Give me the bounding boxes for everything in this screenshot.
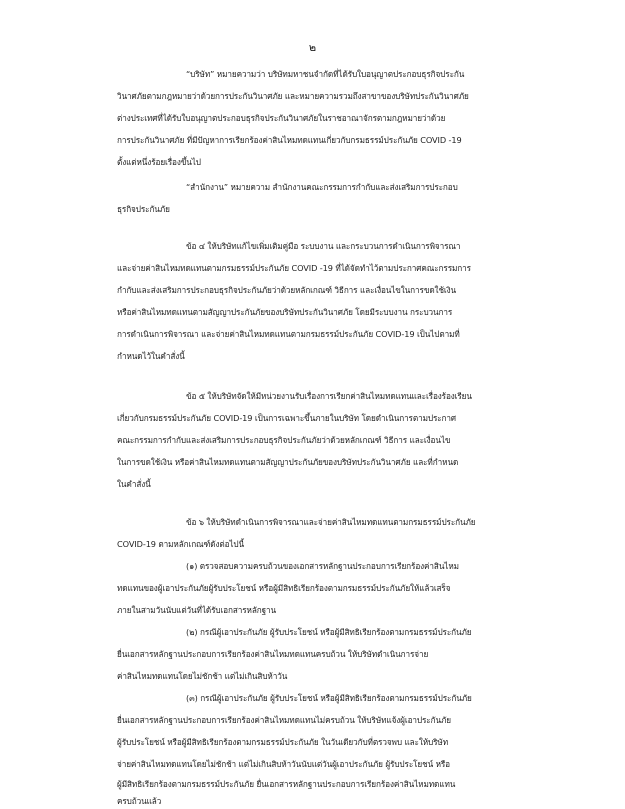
- clause-6-item-2-line: (๒) กรณีผู้เอาประกันภัย ผู้รับประโยชน์ หรือผู้มีสิทธิเรียกร้องตามกรมธรรม์ประกันภัย: [186, 627, 472, 637]
- clause-6-item-3-line: ผู้รับประโยชน์ หรือผู้มีสิทธิเรียกร้องตามกรมธรรม์ประกันภัย ในวันเดียวกับที่ตรวจพบ และให้บริษัท: [117, 737, 449, 747]
- definition-office-line: “สำนักงาน” หมายความ สำนักงานคณะกรรมการกำกับและส่งเสริมการประกอบ: [186, 182, 458, 192]
- clause-6-item-3-line: ผู้มีสิทธิเรียกร้องตามกรมธรรม์ประกันภัย ยื่นเอกสารหลักฐานประกอบการเรียกร้องค่าสินไหมทดแทน: [117, 779, 456, 789]
- definition-company-line: “บริษัท” หมายความว่า บริษัทมหาชนจำกัดที่ได้รับใบอนุญาตประกอบธุรกิจประกัน: [186, 69, 465, 79]
- clause-6-line: COVID-19 ตามหลักเกณฑ์ดังต่อไปนี้: [117, 539, 245, 549]
- clause-6-item-1-line: ทดแทนของผู้เอาประกันภัยผู้รับประโยชน์ หรือผู้มีสิทธิเรียกร้องตามกรมธรรม์ประกันภัยให้แล้วเสร็จ: [117, 583, 451, 593]
- clause-5-line: คณะกรรมการกำกับและส่งเสริมการประกอบธุรกิจประกันภัยว่าด้วยหลักเกณฑ์ วิธีการ และเงื่อนไข: [117, 435, 451, 445]
- clause-6-item-3-line: ครบถ้วนแล้ว: [117, 796, 162, 806]
- definition-company-line: วินาศภัยตามกฎหมายว่าด้วยการประกันวินาศภัย และหมายความรวมถึงสาขาของบริษัทประกันวินาศภัย: [117, 91, 469, 101]
- definition-company-line: ต่างประเทศที่ได้รับใบอนุญาตประกอบธุรกิจประกันวินาศภัยในราชอาณาจักรตามกฎหมายว่าด้วย: [117, 113, 446, 123]
- clause-4-line: หรือค่าสินไหมทดแทนตามสัญญาประกันภัยของบริษัทประกันวินาศภัย โดยมีระบบงาน กระบวนการ: [117, 307, 453, 317]
- clause-4-line: และจ่ายค่าสินไหมทดแทนตามกรมธรรม์ประกันภัย COVID -19 ที่ได้จัดทำไว้ตามประกาศคณะกรรมการ: [117, 263, 471, 273]
- clause-6-item-3-line: ยื่นเอกสารหลักฐานประกอบการเรียกร้องค่าสินไหมทดแทนไม่ครบถ้วน ให้บริษัทแจ้งผู้เอาประกันภัย: [117, 715, 451, 725]
- clause-5-line: ในการขดใช้เงิน หรือค่าสินไหมทดแทนตามสัญญาประกันภัยของบริษัทประกันวินาศภัย และที่กำหนด: [117, 457, 459, 467]
- clause-6-item-3-line: (๓) กรณีผู้เอาประกันภัย ผู้รับประโยชน์ หรือผู้มีสิทธิเรียกร้องตามกรมธรรม์ประกันภัย: [186, 693, 472, 703]
- definition-company-line: ตั้งแต่หนึ่งร้อยเรื่องขึ้นไป: [117, 157, 201, 167]
- clause-4-line: กำหนดไว้ในคำสั่งนี้: [117, 351, 185, 361]
- clause-6-item-2-line: ค่าสินไหมทดแทนโดยไม่ชักช้า แต่ไม่เกินสิบห้าวัน: [117, 671, 288, 681]
- clause-4-line: การดำเนินการพิจารณา และจ่ายค่าสินไหมทดแทนตามกรมธรรม์ประกันภัย COVID-19 เป็นไปตามที่: [117, 329, 460, 339]
- definition-company-line: การประกันวินาศภัย ที่มีปัญหาการเรียกร้องค่าสินไหมทดแทนเกี่ยวกับกรมธรรม์ประกันภัย COVID -19: [117, 135, 462, 145]
- clause-5-line: ข้อ ๕ ให้บริษัทจัดให้มีหน่วยงานรับเรื่องการเรียกค่าสินไหมทดแทนและเรื่องร้องเรียน: [186, 391, 472, 401]
- clause-4-line: ข้อ ๔ ให้บริษัทแก้ไขเพิ่มเติมคู่มือ ระบบงาน และกระบวนการดำเนินการพิจารณา: [186, 241, 461, 251]
- clause-6-item-2-line: ยื่นเอกสารหลักฐานประกอบการเรียกร้องค่าสินไหมทดแทนครบถ้วน ให้บริษัทดำเนินการจ่าย: [117, 649, 429, 659]
- clause-6-item-3-line: จ่ายค่าสินไหมทดแทนโดยไม่ชักช้า แต่ไม่เกินสิบห้าวันนับแต่วันผู้เอาประกันภัย ผู้รับประโยชน์ หรือ: [117, 759, 450, 769]
- page-number: ๒: [308, 41, 317, 54]
- clause-5-line: เกี่ยวกับกรมธรรม์ประกันภัย COVID-19 เป็นการเฉพาะขึ้นภายในบริษัท โดยดำเนินการตามประกาศ: [117, 413, 457, 423]
- definition-office-line: ธุรกิจประกันภัย: [117, 204, 170, 214]
- clause-6-line: ข้อ ๖ ให้บริษัทดำเนินการพิจารณาและจ่ายค่าสินไหมทดแทนตามกรมธรรม์ประกันภัย: [186, 517, 476, 527]
- clause-6-item-1-line: (๑) ตรวจสอบความครบถ้วนของเอกสารหลักฐานประกอบการเรียกร้องค่าสินไหม: [186, 561, 459, 571]
- clause-6-item-1-line: ภายในสามวันนับแต่วันที่ได้รับเอกสารหลักฐาน: [117, 605, 277, 615]
- clause-5-line: ในคำสั่งนี้: [117, 479, 151, 489]
- clause-4-line: กำกับและส่งเสริมการประกอบธุรกิจประกันภัยว่าด้วยหลักเกณฑ์ วิธีการ และเงื่อนไขในการขดใช้เงิน: [117, 285, 456, 295]
